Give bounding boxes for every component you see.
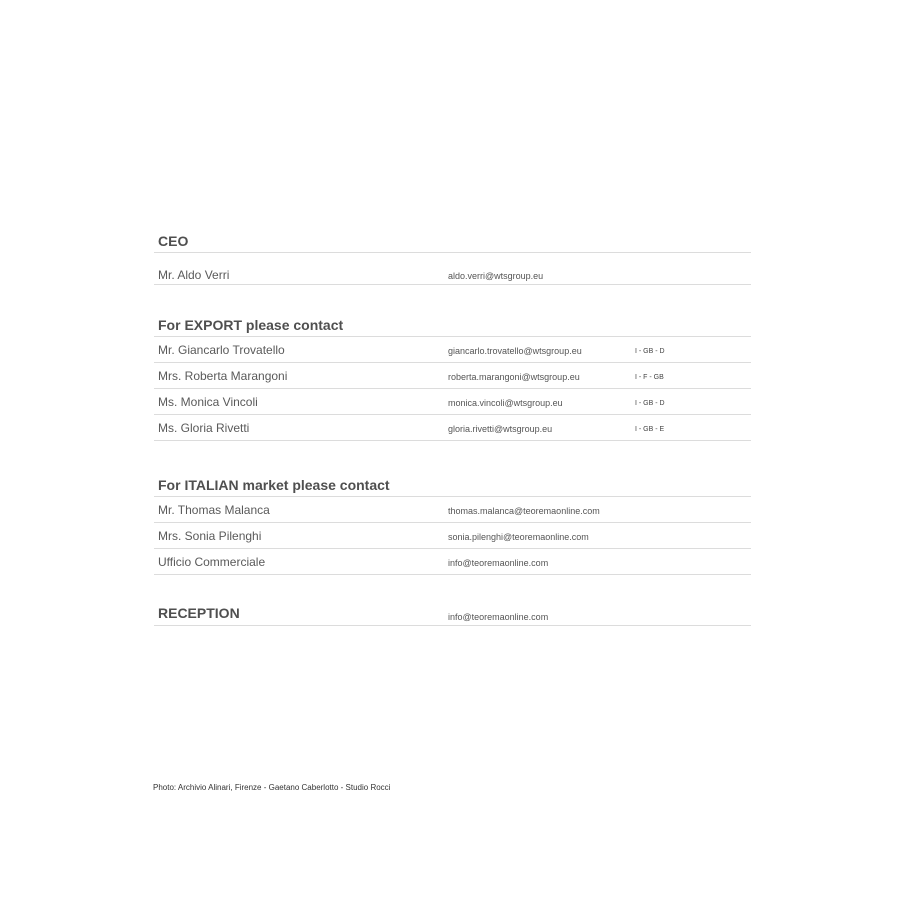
contact-name: Mr. Thomas Malanca: [158, 503, 270, 517]
contact-email[interactable]: roberta.marangoni@wtsgroup.eu: [448, 372, 580, 382]
contact-name: Mrs. Sonia Pilenghi: [158, 529, 262, 543]
contact-name: Mr. Giancarlo Trovatello: [158, 343, 285, 357]
contact-row: [154, 415, 751, 441]
section-header: [154, 230, 751, 253]
contact-languages: I - GB - D: [635, 348, 665, 355]
section-header: [154, 314, 751, 337]
contact-row: [154, 389, 751, 415]
contact-name: Ms. Monica Vincoli: [158, 395, 258, 409]
contact-name: Mrs. Roberta Marangoni: [158, 369, 288, 383]
contact-row: [154, 523, 751, 549]
contact-name: Ufficio Commerciale: [158, 555, 266, 569]
section-ceo: [154, 230, 751, 285]
contact-name: Mr. Aldo Verri: [158, 268, 230, 282]
contact-email[interactable]: monica.vincoli@wtsgroup.eu: [448, 398, 563, 408]
contact-name: Ms. Gloria Rivetti: [158, 421, 250, 435]
section-title-reception: RECEPTION: [158, 605, 240, 621]
contact-email[interactable]: gloria.rivetti@wtsgroup.eu: [448, 424, 553, 434]
section-italian: [154, 474, 751, 575]
contact-row: [154, 363, 751, 389]
reception-row: [154, 602, 751, 626]
section-header: [154, 474, 751, 497]
contact-email[interactable]: thomas.malanca@teoremaonline.com: [448, 506, 600, 516]
section-title-export: For EXPORT please contact: [158, 317, 344, 333]
section-reception: [154, 602, 751, 626]
photo-credit: Photo: Archivio Alinari, Firenze - Gaetano Caberlotto - Studio Rocci: [153, 783, 391, 792]
contact-languages: I - GB - E: [635, 426, 665, 433]
contact-row: [154, 549, 751, 575]
contact-languages: I - F - GB: [635, 374, 664, 381]
contact-languages: I - GB - D: [635, 400, 665, 407]
section-export: [154, 314, 751, 441]
contact-email[interactable]: aldo.verri@wtsgroup.eu: [448, 271, 544, 281]
reception-email[interactable]: info@teoremaonline.com: [448, 612, 549, 622]
section-title-ceo: CEO: [158, 233, 189, 249]
contact-row: [154, 337, 751, 363]
section-title-italian: For ITALIAN market please contact: [158, 477, 390, 493]
contact-email[interactable]: giancarlo.trovatello@wtsgroup.eu: [448, 346, 582, 356]
contact-row: [154, 253, 751, 285]
contact-email[interactable]: info@teoremaonline.com: [448, 558, 549, 568]
contact-email[interactable]: sonia.pilenghi@teoremaonline.com: [448, 532, 589, 542]
contact-row: [154, 497, 751, 523]
